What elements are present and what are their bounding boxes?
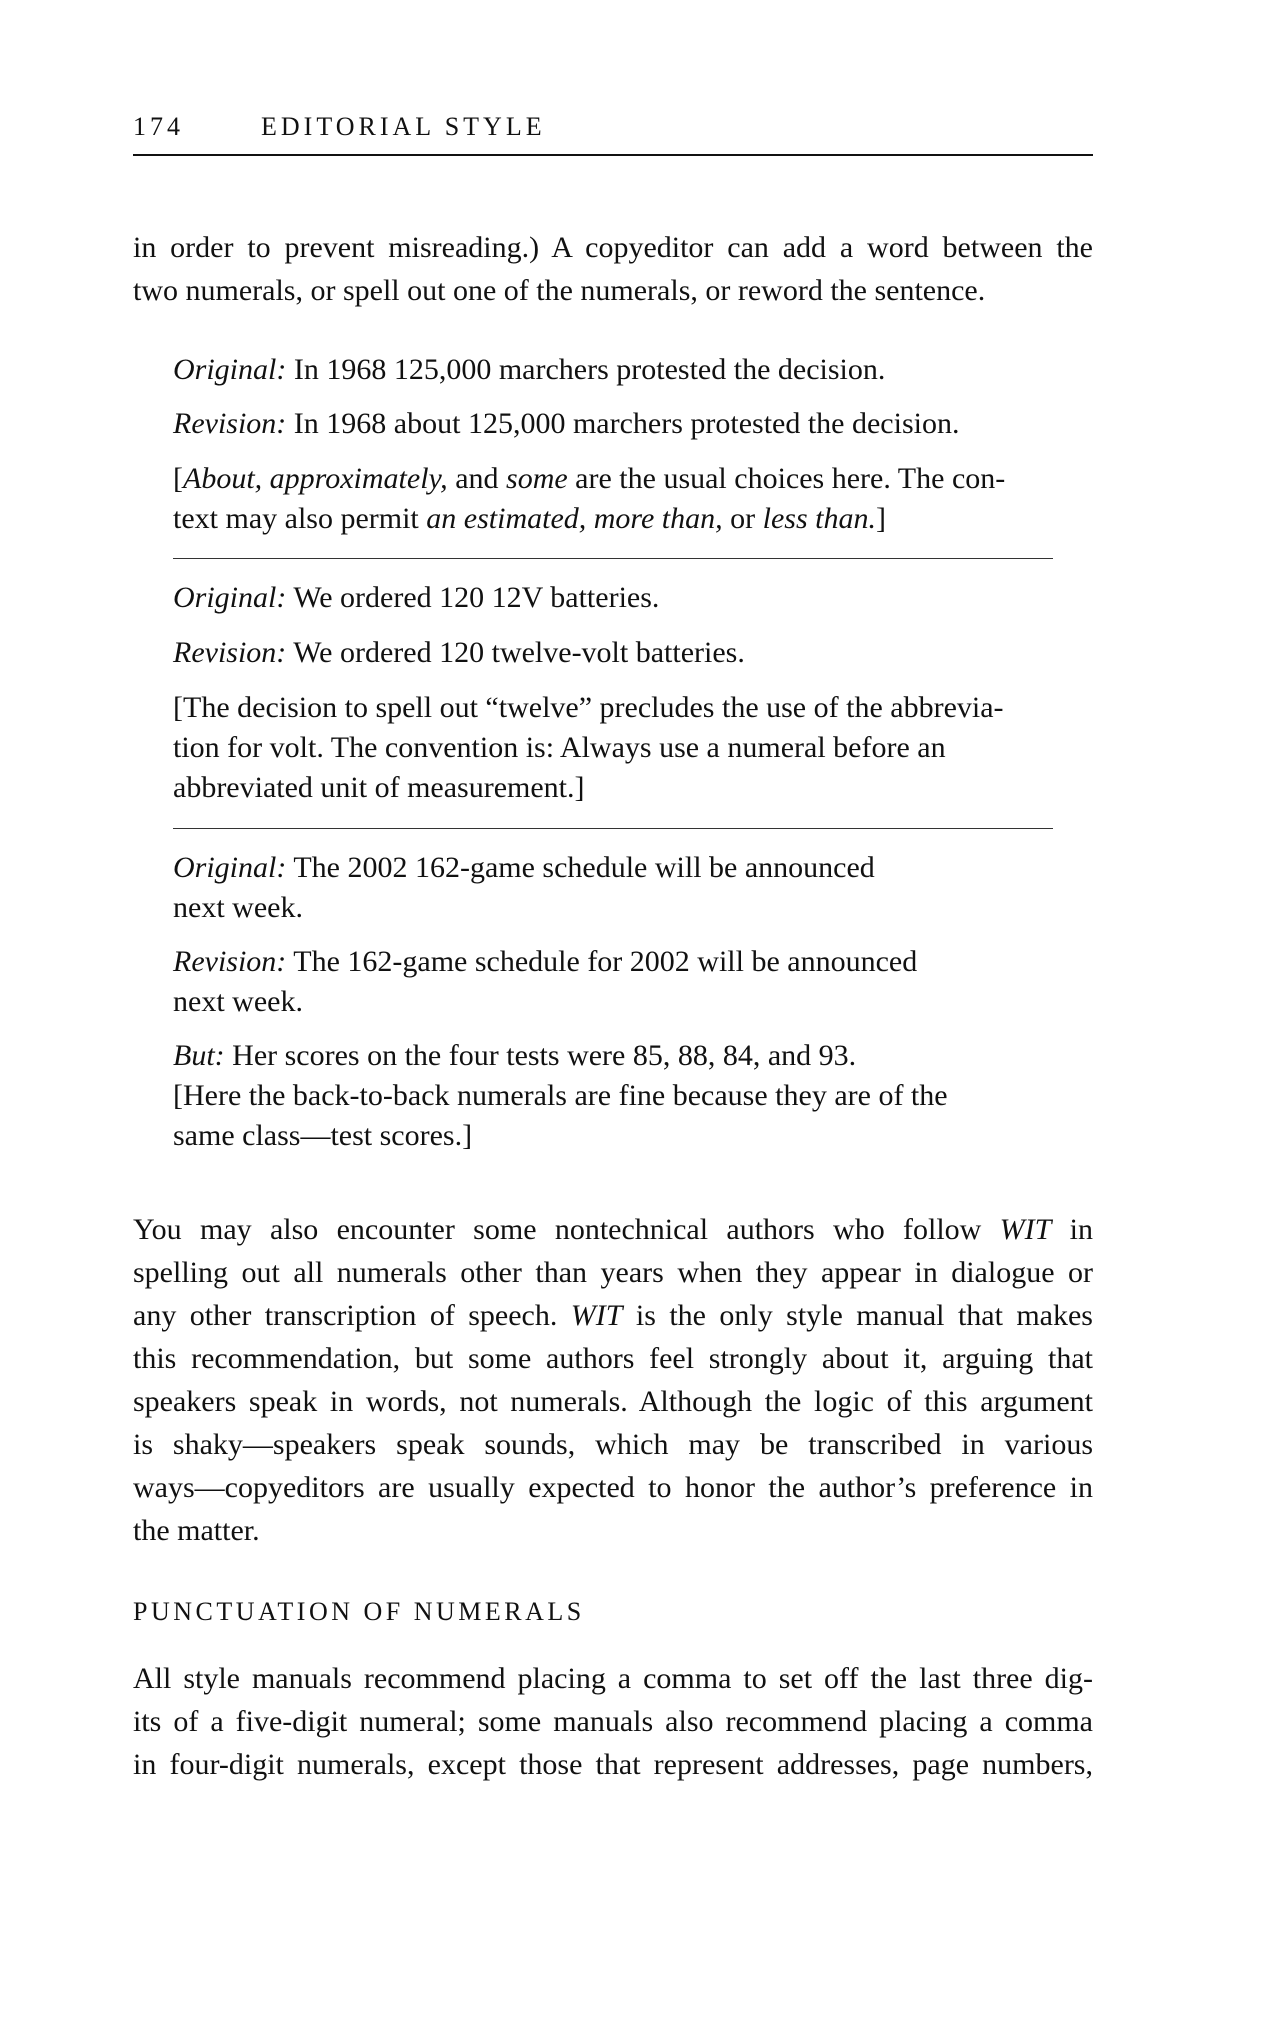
paragraph-line: this recommendation, but some authors feel strongly about it, arguing that [133,1342,1093,1375]
example-2-revision [173,633,1053,673]
text: You may also encounter some nontechnical authors who follow [133,1213,1000,1246]
paragraph-line: in four-digit numerals, except those that represent addresses, page numbers, [133,1748,1093,1781]
note-line: [The decision to spell out “twelve” precludes the use of the abbrevia- [173,691,1004,724]
body-paragraph-2 [133,1208,1093,1552]
original-text: next week. [173,891,303,924]
revision-text: next week. [173,985,303,1018]
note-italic-less: less than. [762,502,876,535]
note-italic-some: some [506,462,568,495]
example-3-revision [173,942,1053,1022]
paragraph-line: its of a five-digit numeral; some manuals also recommend placing a comma [133,1705,1093,1738]
note-line: abbreviated unit of measurement.] [173,771,585,804]
original-label: Original: [173,353,287,386]
original-text: We ordered 120 12V batteries. [293,581,660,614]
example-divider [173,828,1053,829]
intro-line-2: two numerals, or spell out one of the numerals, or reword the sentence. [133,274,986,307]
note-bracket: [ [173,462,183,495]
note-italic-estimated: an estimated, more than, [426,502,723,535]
revision-label: Revision: [173,407,287,440]
note-text: text may also permit [173,502,427,535]
revision-text: We ordered 120 twelve-volt batteries. [293,636,745,669]
paragraph-line: ways—copyeditors are usually expected to honor the author’s preference in [133,1471,1093,1504]
example-1-revision [173,404,1053,444]
note-bracket: ] [875,502,886,535]
example-1-original [173,350,1053,390]
original-text: In 1968 125,000 marchers protested the decision. [293,353,886,386]
note-line: [Here the back-to-back numerals are fine because they are of the [173,1079,948,1112]
note-text: and [447,462,507,495]
section-heading: PUNCTUATION OF NUMERALS [133,1597,585,1626]
running-title: EDITORIAL STYLE [261,112,546,141]
header-rule [133,154,1093,156]
note-line: tion for volt. The convention is: Always use a numeral before an [173,731,946,764]
paragraph-line: speakers speak in words, not numerals. Although the logic of this argument [133,1385,1093,1418]
example-2-note [173,688,1053,808]
paragraph-line: is shaky—speakers speak sounds, which may be transcribed in various [133,1428,1093,1461]
but-text: Her scores on the four tests were 85, 88, 84, and 93. [232,1039,857,1072]
note-italic-about: About, approximately, [183,462,448,495]
italic-wit: WIT [999,1213,1052,1246]
note-line: same class—test scores.] [173,1119,473,1152]
text: any other transcription of speech. [133,1299,571,1332]
revision-text: In 1968 about 125,000 marchers protested the decision. [293,407,960,440]
example-1-note [173,459,1053,539]
original-label: Original: [173,581,287,614]
note-text: are the usual choices here. The con- [567,462,1006,495]
body-paragraph-3 [133,1657,1093,1786]
paragraph-line: All style manuals recommend placing a comma to set off the last three dig- [133,1662,1093,1695]
italic-wit: WIT [570,1299,623,1332]
revision-label: Revision: [173,636,287,669]
text: in [1051,1213,1093,1246]
intro-paragraph [133,226,1093,312]
example-2-original [173,578,1053,618]
example-divider [173,558,1053,559]
running-head [133,112,1093,142]
example-3-original [173,848,1053,928]
intro-line-1: in order to prevent misreading.) A copyeditor can add a word between the [133,231,1093,264]
page-number: 174 [133,112,184,141]
text: is the only style manual that makes [622,1299,1093,1332]
revision-text: The 162-game schedule for 2002 will be announced [293,945,918,978]
example-3-but [173,1036,1053,1156]
paragraph-line: the matter. [133,1514,260,1547]
revision-label: Revision: [173,945,287,978]
note-text: or [722,502,763,535]
original-label: Original: [173,851,287,884]
paragraph-line: spelling out all numerals other than years when they appear in dialogue or [133,1256,1093,1289]
original-text: The 2002 162-game schedule will be announced [293,851,875,884]
but-label: But: [173,1039,225,1072]
